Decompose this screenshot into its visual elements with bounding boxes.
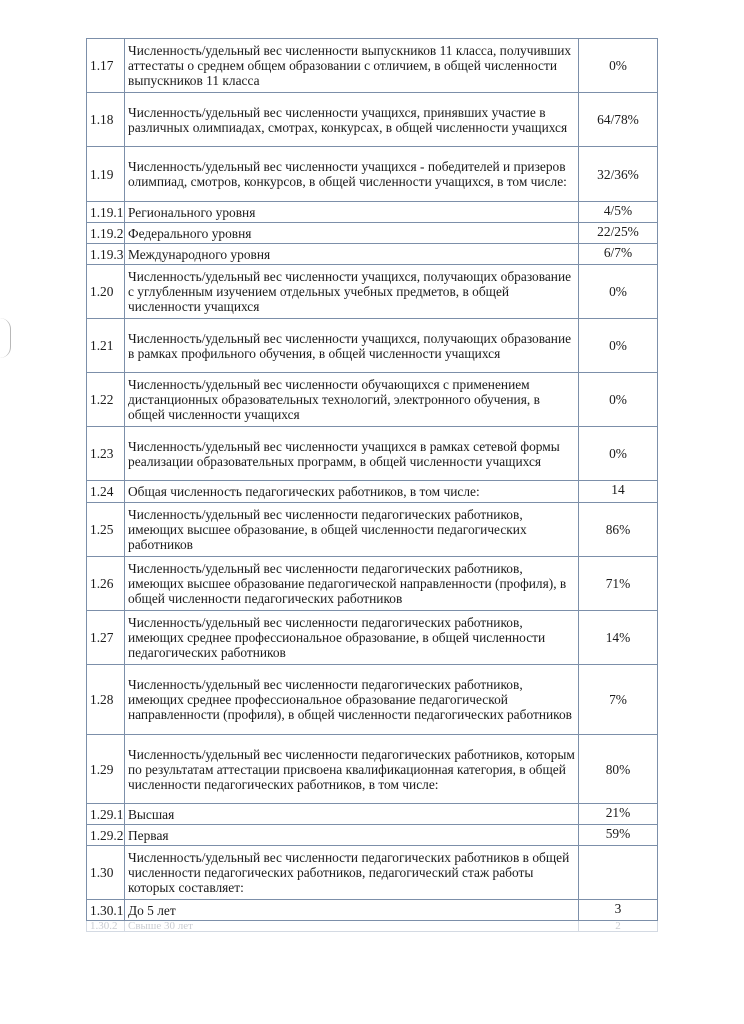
row-description: Регионального уровня: [125, 202, 579, 223]
table-row: [87, 665, 658, 735]
table-row: [87, 202, 658, 223]
row-value: 80%: [579, 735, 658, 804]
row-description: До 5 лет: [125, 900, 579, 921]
row-description: Высшая: [125, 804, 579, 825]
row-value: 14%: [579, 611, 658, 665]
row-value: [579, 846, 658, 900]
row-value: 6/7%: [579, 244, 658, 265]
table-row: [87, 481, 658, 503]
row-value: 3: [579, 900, 658, 921]
row-value: 0%: [579, 373, 658, 427]
row-value: 14: [579, 481, 658, 503]
table-row: [87, 825, 658, 846]
page-edge-mark: [0, 318, 11, 358]
row-number: 1.23: [87, 427, 125, 481]
row-description: Численность/удельный вес численности учащихся, принявших участие в различных олимпиадах, смотрах, конкурсах, в общей численности учащихся: [125, 93, 579, 147]
row-number: 1.19.3: [87, 244, 125, 265]
row-number: 1.28: [87, 665, 125, 735]
table-row: [87, 373, 658, 427]
row-number: 1.30.1: [87, 900, 125, 921]
row-description: Численность/удельный вес численности педагогических работников, имеющих среднее профессиональное образование, в общей численности педагогических работников: [125, 611, 579, 665]
row-value: 71%: [579, 557, 658, 611]
row-value: 64/78%: [579, 93, 658, 147]
row-value: 0%: [579, 265, 658, 319]
row-description: Федерального уровня: [125, 223, 579, 244]
row-number: 1.21: [87, 319, 125, 373]
row-value: 59%: [579, 825, 658, 846]
table-row: [87, 93, 658, 147]
row-number: 1.30.2: [87, 921, 125, 932]
row-description: Численность/удельный вес численности обучающихся с применением дистанционных образовательных технологий, электронного обучения, в общей численности учащихся: [125, 373, 579, 427]
row-number: 1.25: [87, 503, 125, 557]
table-row: [87, 39, 658, 93]
row-description: Свыше 30 лет: [125, 921, 579, 932]
table-row: [87, 557, 658, 611]
row-value: 22/25%: [579, 223, 658, 244]
row-description: Численность/удельный вес численности педагогических работников, имеющих среднее профессиональное образование педагогической направленности (профиля), в общей численности педагогических работников: [125, 665, 579, 735]
row-number: 1.29.1: [87, 804, 125, 825]
row-value: 2: [579, 921, 658, 932]
table-row: [87, 846, 658, 900]
row-description: Численность/удельный вес численности учащихся, получающих образование в рамках профильного обучения, в общей численности учащихся: [125, 319, 579, 373]
table-row: [87, 735, 658, 804]
table-row: [87, 244, 658, 265]
row-number: 1.29.2: [87, 825, 125, 846]
row-description: Численность/удельный вес численности педагогических работников, имеющих высшее образование педагогической направленности (профиля), в общей численности педагогических работников: [125, 557, 579, 611]
row-number: 1.22: [87, 373, 125, 427]
row-number: 1.18: [87, 93, 125, 147]
row-number: 1.29: [87, 735, 125, 804]
row-value: 7%: [579, 665, 658, 735]
row-value: 86%: [579, 503, 658, 557]
row-number: 1.19: [87, 147, 125, 202]
table-row: [87, 503, 658, 557]
row-number: 1.27: [87, 611, 125, 665]
row-description: Численность/удельный вес численности педагогических работников, которым по результатам аттестации присвоена квалификационная категория, в общей численности педагогических работников, в том числе:: [125, 735, 579, 804]
row-number: 1.24: [87, 481, 125, 503]
row-value: 0%: [579, 427, 658, 481]
table-row: [87, 921, 658, 932]
table-row: [87, 611, 658, 665]
table-row: [87, 147, 658, 202]
row-description: Первая: [125, 825, 579, 846]
row-value: 21%: [579, 804, 658, 825]
row-description: Численность/удельный вес численности учащихся, получающих образование с углубленным изучением отдельных учебных предметов, в общей численности учащихся: [125, 265, 579, 319]
table-row: [87, 265, 658, 319]
table-row: [87, 427, 658, 481]
row-number: 1.30: [87, 846, 125, 900]
row-value: 0%: [579, 39, 658, 93]
row-value: 4/5%: [579, 202, 658, 223]
row-number: 1.26: [87, 557, 125, 611]
row-description: Численность/удельный вес численности педагогических работников, имеющих высшее образование, в общей численности педагогических работников: [125, 503, 579, 557]
table-row: [87, 804, 658, 825]
row-number: 1.20: [87, 265, 125, 319]
row-number: 1.19.2: [87, 223, 125, 244]
table-row: [87, 223, 658, 244]
row-value: 32/36%: [579, 147, 658, 202]
row-value: 0%: [579, 319, 658, 373]
row-description: Численность/удельный вес численности выпускников 11 класса, получивших аттестаты о среднем общем образовании с отличием, в общей численности выпускников 11 класса: [125, 39, 579, 93]
row-number: 1.17: [87, 39, 125, 93]
row-description: Численность/удельный вес численности учащихся в рамках сетевой формы реализации образовательных программ, в общей численности учащихся: [125, 427, 579, 481]
table-row: [87, 319, 658, 373]
row-description: Численность/удельный вес численности учащихся - победителей и призеров олимпиад, смотров, конкурсов, в общей численности учащихся, в том числе:: [125, 147, 579, 202]
row-description: Общая численность педагогических работников, в том числе:: [125, 481, 579, 503]
row-description: Международного уровня: [125, 244, 579, 265]
row-description: Численность/удельный вес численности педагогических работников в общей численности педагогических работников, педагогический стаж работы которых составляет:: [125, 846, 579, 900]
table-row: [87, 900, 658, 921]
indicators-table: [86, 38, 658, 932]
row-number: 1.19.1: [87, 202, 125, 223]
